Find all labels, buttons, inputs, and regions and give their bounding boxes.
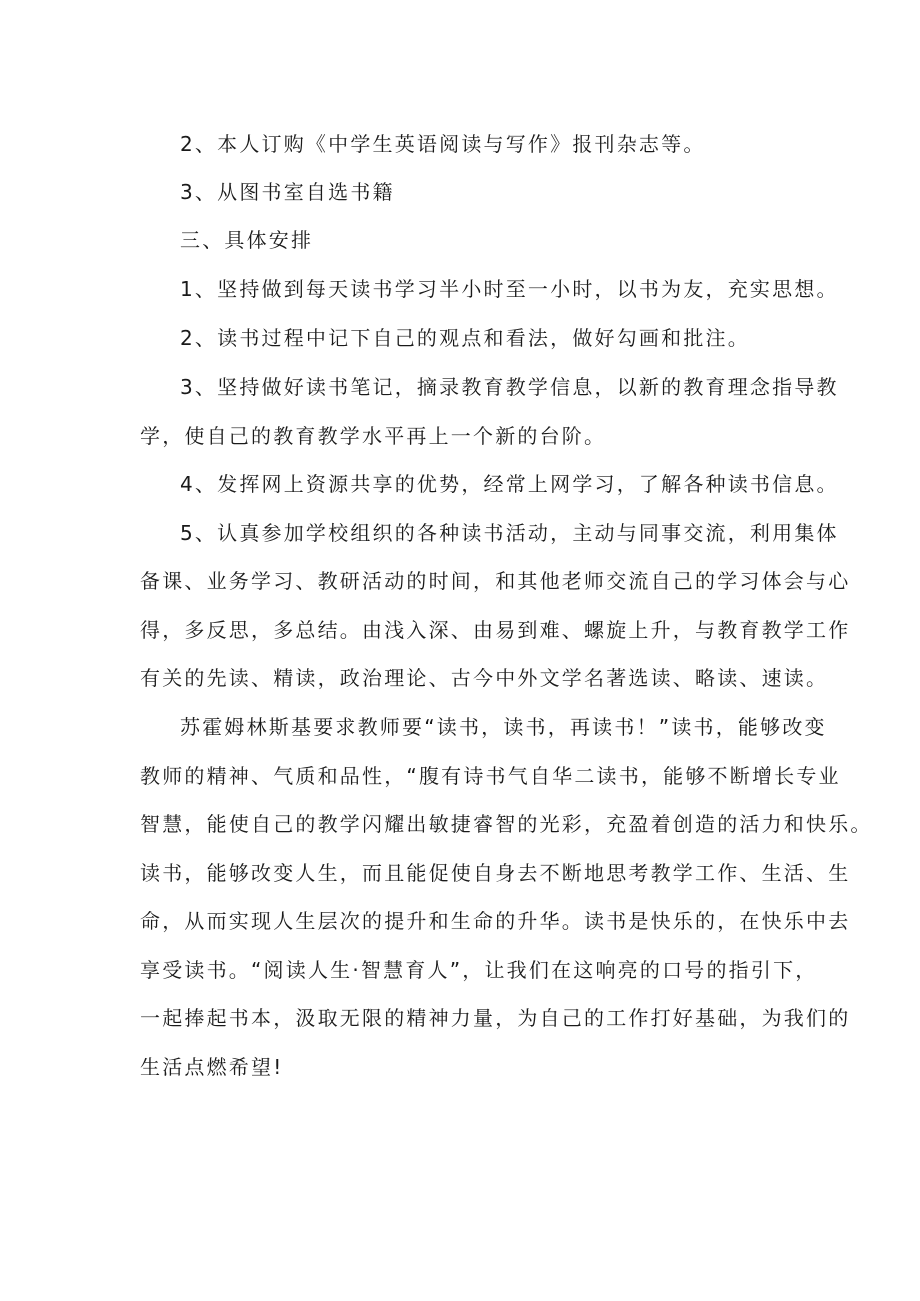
text-line: 2、读书过程中记下自己的观点和看法，做好勾画和批注。 bbox=[180, 326, 750, 350]
text-line: 读书，能够改变人生，而且能促使自身去不断地思考教学工作、生活、生 bbox=[140, 861, 851, 885]
text-line: 3、从图书室自选书籍 bbox=[180, 180, 395, 204]
text-line: 2、本人订购《中学生英语阅读与写作》报刊杂志等。 bbox=[180, 132, 706, 156]
text-line: 4、发挥网上资源共享的优势，经常上网学习，了解各种读书信息。 bbox=[180, 472, 839, 496]
text-line: 备课、业务学习、教研活动的时间，和其他老师交流自己的学习体会与心 bbox=[140, 569, 851, 593]
text-line: 1、坚持做到每天读书学习半小时至一小时，以书为友，充实思想。 bbox=[180, 277, 839, 301]
text-line: 享受读书。“阅读人生·智慧育人”，让我们在这响亮的口号的指引下， bbox=[140, 958, 818, 982]
text-line: 学，使自己的教育教学水平再上一个新的台阶。 bbox=[140, 424, 607, 448]
text-line: 苏霍姆林斯基要求教师要“读书，读书，再读书！”读书，能够改变 bbox=[180, 715, 827, 739]
text-line: 一起捧起书本，汲取无限的精神力量，为自己的工作打好基础，为我们的 bbox=[140, 1006, 851, 1030]
text-line: 得，多反思，多总结。由浅入深、由易到难、螺旋上升，与教育教学工作 bbox=[140, 618, 851, 642]
text-line: 5、认真参加学校组织的各种读书活动，主动与同事交流，利用集体 bbox=[180, 521, 839, 545]
section-heading: 三、具体安排 bbox=[180, 228, 314, 252]
text-line: 3、坚持做好读书笔记，摘录教育教学信息，以新的教育理念指导教 bbox=[180, 375, 839, 399]
text-line: 有关的先读、精读，政治理论、古今中外文学名著选读、略读、速读。 bbox=[140, 666, 829, 690]
text-line: 教师的精神、气质和品性，“腹有诗书气自华二读书，能够不断增长专业 bbox=[140, 764, 841, 788]
text-line: 生活点燃希望! bbox=[140, 1055, 284, 1079]
text-line: 智慧，能使自己的教学闪耀出敏捷睿智的光彩，充盈着创造的活力和快乐。 bbox=[140, 812, 873, 836]
text-line: 命，从而实现人生层次的提升和生命的升华。读书是快乐的，在快乐中去 bbox=[140, 909, 851, 933]
